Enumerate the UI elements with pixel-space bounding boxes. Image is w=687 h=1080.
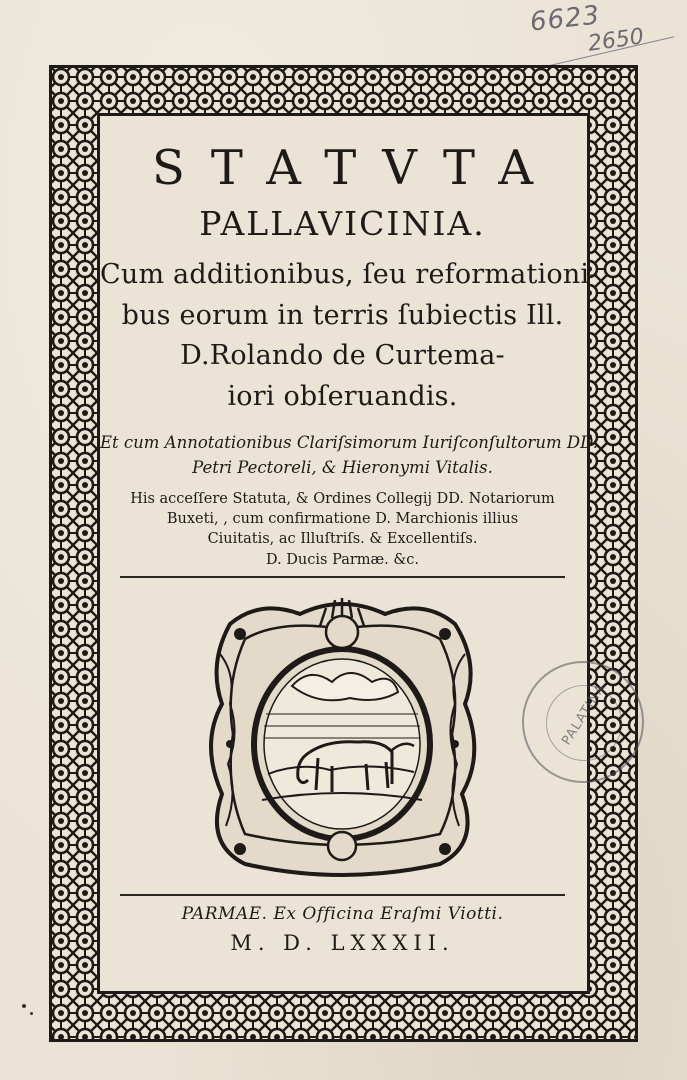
addendum-line-2: Buxeti, , cum confirmatione D. Marchionis illius [166,511,519,527]
imprint-date: M. D. LXXXII. [230,931,455,955]
addendum-line-3: Ciuitatis, ac Illuſtriſs. & Excellentiſs. [207,531,478,547]
addendum-line-1: His acceſſere Statuta, & Ordines Collegij DD. Notariorum [130,491,555,507]
page-title: STATVTA [151,140,560,196]
shelfmark-number-top: 6623 [528,0,602,38]
annotation-line-2: Petri Pectoreli, & Hieronymi Vitalis. [192,458,493,477]
ink-speck [22,1004,26,1008]
title-line-2: bus eorum in terris ſubiectis Ill. [121,300,564,331]
title-page-text-block [100,116,599,992]
library-stamp-text: PALATINA [559,680,609,749]
addendum-line-4: D. Ducis Parmæ. &c. [265,552,419,568]
printer-device-bull-icon [200,594,485,882]
shelfmark-number-bottom: 2650 [586,24,646,57]
annotation-line-1: Et cum Annotationibus Clariſsimorum Iuriſconſultorum DD. [100,433,598,452]
handwritten-shelfmark [528,0,678,62]
title-line-4: iori obſeruandis. [227,381,458,412]
page-subtitle: PALLAVICINIA. [199,204,486,243]
title-line-3: D.Rolando de Curtema- [180,340,505,371]
ink-speck [30,1012,33,1015]
divider-rule-bottom [120,894,565,896]
library-stamp-icon [522,661,644,783]
divider-rule-top [120,576,565,578]
title-line-1: Cum additionibus, ſeu reformationi- [100,259,599,290]
imprint-publisher: PARMAE. Ex Officina Eraſmi Viotti. [181,904,504,924]
